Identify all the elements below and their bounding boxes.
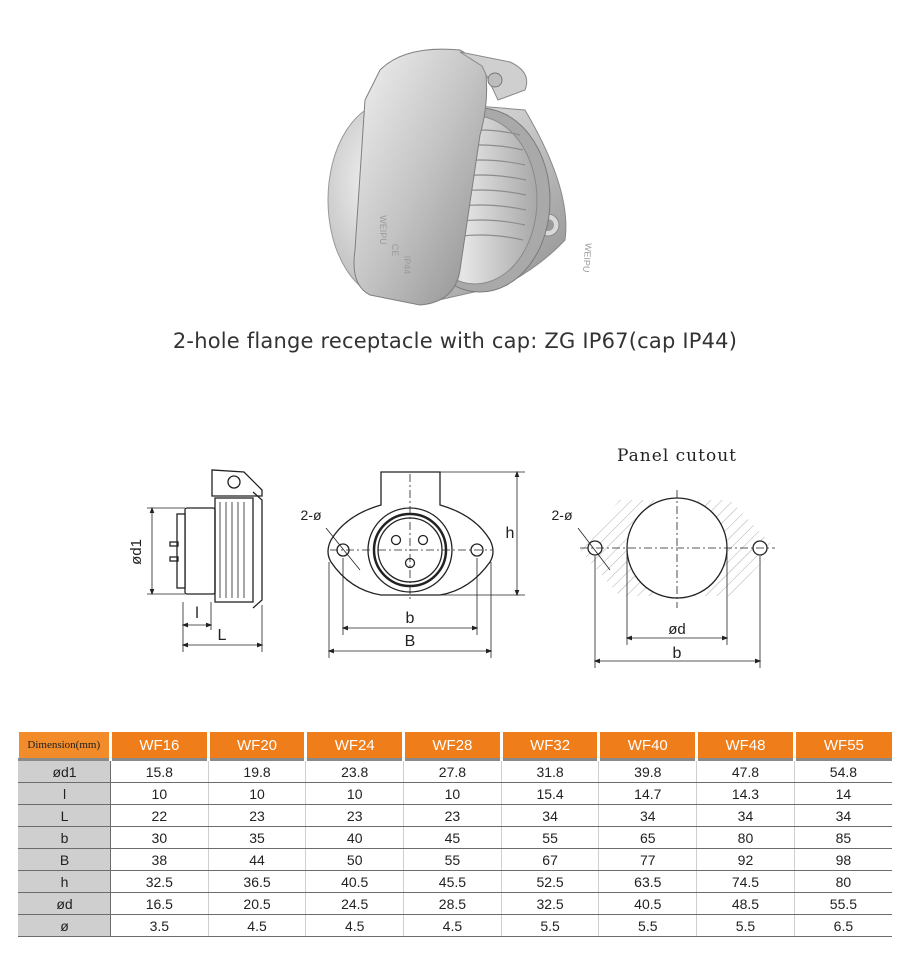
panel-cutout-title: Panel cutout xyxy=(617,446,737,466)
table-cell: 54.8 xyxy=(794,760,892,783)
table-cell: 22 xyxy=(111,805,209,827)
table-cell: 34 xyxy=(501,805,599,827)
table-cell: 67 xyxy=(501,849,599,871)
table-row xyxy=(19,893,893,915)
table-cell: 28.5 xyxy=(404,893,502,915)
row-label: h xyxy=(19,871,111,893)
table-cell: 10 xyxy=(306,783,404,805)
table-cell: 23 xyxy=(306,805,404,827)
table-cell: 32.5 xyxy=(501,893,599,915)
table-cell: 55.5 xyxy=(794,893,892,915)
table-cell: 44 xyxy=(208,849,306,871)
front-h-label: h xyxy=(505,525,515,542)
cap-mark-ce-text: CE xyxy=(390,243,400,257)
table-row xyxy=(19,871,893,893)
side-d1-label: ød1 xyxy=(128,539,145,565)
table-cell: 47.8 xyxy=(697,760,795,783)
front-hole-label: 2-ø xyxy=(300,507,322,523)
cap-markings xyxy=(581,243,594,273)
product-photo xyxy=(310,40,600,320)
table-cell: 4.5 xyxy=(404,915,502,937)
table-cell: 30 xyxy=(111,827,209,849)
table-cell: 14 xyxy=(794,783,892,805)
column-header: WF16 xyxy=(111,732,209,760)
table-cell: 4.5 xyxy=(208,915,306,937)
dimension-header: Dimension(mm) xyxy=(19,732,111,760)
table-cell: 31.8 xyxy=(501,760,599,783)
table-cell: 10 xyxy=(208,783,306,805)
table-cell: 65 xyxy=(599,827,697,849)
front-B-label: B xyxy=(404,633,416,650)
table-cell: 10 xyxy=(111,783,209,805)
panel-b-label: b xyxy=(672,645,682,662)
table-cell: 52.5 xyxy=(501,871,599,893)
table-cell: 27.8 xyxy=(404,760,502,783)
row-label: ød1 xyxy=(19,760,111,783)
front-b-label: b xyxy=(405,610,415,627)
table-row xyxy=(19,827,893,849)
table-cell: 20.5 xyxy=(208,893,306,915)
row-label: b xyxy=(19,827,111,849)
row-label: ø xyxy=(19,915,111,937)
table-cell: 23 xyxy=(208,805,306,827)
column-header: WF40 xyxy=(599,732,697,760)
table-cell: 80 xyxy=(697,827,795,849)
table-cell: 40.5 xyxy=(306,871,404,893)
table-cell: 45.5 xyxy=(404,871,502,893)
table-cell: 40 xyxy=(306,827,404,849)
technical-drawings xyxy=(0,430,910,690)
column-header: WF28 xyxy=(404,732,502,760)
side-view-drawing xyxy=(147,470,262,652)
table-cell: 32.5 xyxy=(111,871,209,893)
front-view-drawing xyxy=(326,472,525,658)
column-header: WF32 xyxy=(501,732,599,760)
table-cell: 38 xyxy=(111,849,209,871)
table-cell: 3.5 xyxy=(111,915,209,937)
table-cell: 10 xyxy=(404,783,502,805)
panel-d-label: ød xyxy=(668,621,686,638)
table-cell: 85 xyxy=(794,827,892,849)
table-cell: 14.7 xyxy=(599,783,697,805)
table-header-row xyxy=(19,732,893,760)
table-cell: 45 xyxy=(404,827,502,849)
row-label: l xyxy=(19,783,111,805)
row-label: ød xyxy=(19,893,111,915)
table-cell: 5.5 xyxy=(599,915,697,937)
table-cell: 48.5 xyxy=(697,893,795,915)
table-cell: 77 xyxy=(599,849,697,871)
column-header: WF55 xyxy=(794,732,892,760)
table-cell: 50 xyxy=(306,849,404,871)
table-row xyxy=(19,849,893,871)
row-label: L xyxy=(19,805,111,827)
cap-mark-brand: WEIPU xyxy=(580,242,594,273)
cap-mark-ip-text: IP44 xyxy=(402,255,412,275)
table-cell: 98 xyxy=(794,849,892,871)
table-cell: 74.5 xyxy=(697,871,795,893)
table-cell: 39.8 xyxy=(599,760,697,783)
table-cell: 55 xyxy=(404,849,502,871)
table-cell: 55 xyxy=(501,827,599,849)
column-header: WF48 xyxy=(697,732,795,760)
table-cell: 63.5 xyxy=(599,871,697,893)
table-cell: 5.5 xyxy=(501,915,599,937)
table-row xyxy=(19,783,893,805)
table-cell: 23.8 xyxy=(306,760,404,783)
table-cell: 14.3 xyxy=(697,783,795,805)
table-cell: 34 xyxy=(697,805,795,827)
side-L-label: L xyxy=(217,627,227,644)
row-label: B xyxy=(19,849,111,871)
table-cell: 92 xyxy=(697,849,795,871)
table-cell: 6.5 xyxy=(794,915,892,937)
dimension-table xyxy=(18,732,892,937)
panel-cutout-drawing xyxy=(578,490,775,668)
side-l-label: l xyxy=(195,605,199,622)
table-row xyxy=(19,915,893,937)
table-cell: 4.5 xyxy=(306,915,404,937)
table-cell: 5.5 xyxy=(697,915,795,937)
table-cell: 35 xyxy=(208,827,306,849)
column-header: WF20 xyxy=(208,732,306,760)
column-header: WF24 xyxy=(306,732,404,760)
table-cell: 15.4 xyxy=(501,783,599,805)
table-cell: 19.8 xyxy=(208,760,306,783)
table-cell: 34 xyxy=(794,805,892,827)
table-cell: 36.5 xyxy=(208,871,306,893)
table-cell: 15.8 xyxy=(111,760,209,783)
cap-mark-brand-text: WEIPU xyxy=(378,215,388,245)
table-cell: 34 xyxy=(599,805,697,827)
table-cell: 24.5 xyxy=(306,893,404,915)
table-cell: 16.5 xyxy=(111,893,209,915)
table-row xyxy=(19,760,893,783)
table-cell: 40.5 xyxy=(599,893,697,915)
table-cell: 23 xyxy=(404,805,502,827)
table-cell: 80 xyxy=(794,871,892,893)
panel-hole-label: 2-ø xyxy=(551,507,573,523)
product-caption: 2-hole flange receptacle with cap: ZG IP67(cap IP44) xyxy=(172,329,738,353)
table-row xyxy=(19,805,893,827)
